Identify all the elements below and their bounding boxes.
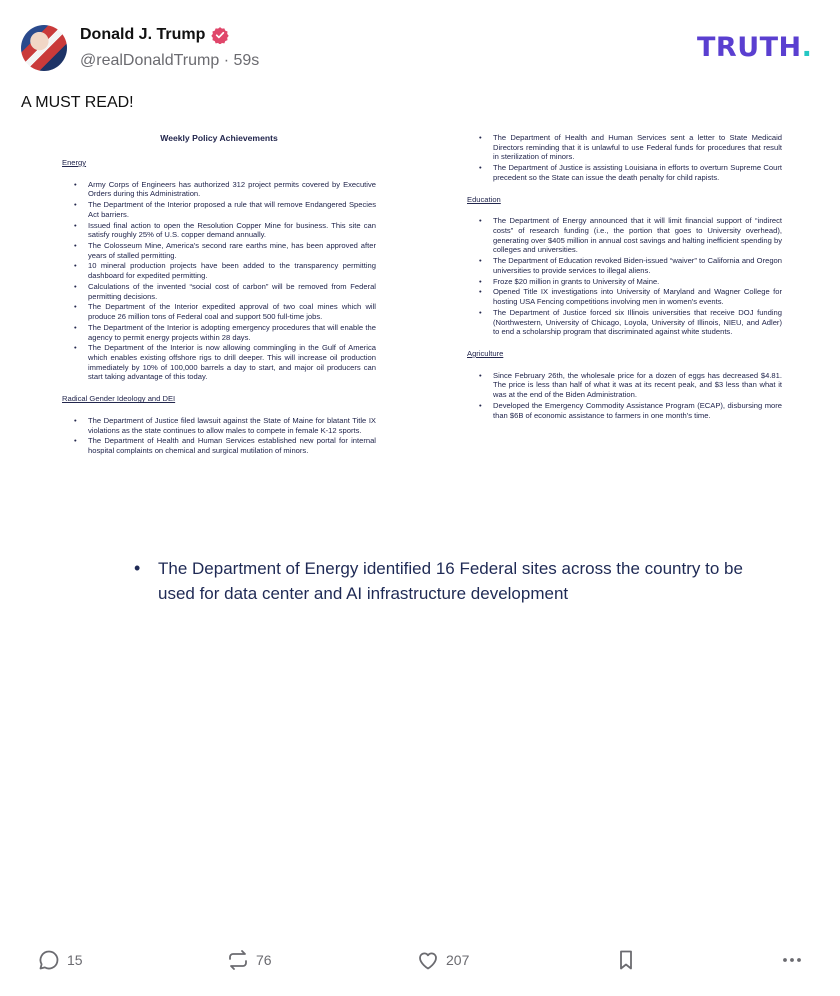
reply-button[interactable] xyxy=(37,948,83,972)
post-time[interactable]: 59s xyxy=(233,52,260,69)
document-section-heading: Radical Gender Ideology and DEI xyxy=(62,394,176,404)
document-bullet-list xyxy=(467,216,782,337)
document-bullet-item: • Since February 26th, the wholesale price for a dozen of eggs has decreased $4.81. The price is less than half of what it was at its recent peak, and $3 less than what it was at the end of the Biden Administration. xyxy=(467,371,782,400)
heart-icon xyxy=(416,948,440,972)
document-bullet-item: • The Department of the Interior is adopting emergency procedures that will enable the agency to permit energy projects within 28 days. xyxy=(62,323,376,342)
logo-dot: . xyxy=(801,32,813,63)
bookmark-button[interactable] xyxy=(614,948,644,972)
author-handle-row xyxy=(80,52,259,70)
document-section-heading: Education xyxy=(467,194,501,204)
attached-document-image[interactable] xyxy=(62,128,782,528)
author-avatar[interactable] xyxy=(21,25,67,71)
document-bullet-list xyxy=(62,416,376,456)
retruth-count: 76 xyxy=(256,952,272,968)
document-bullet-item: • The Department of Justice filed lawsuit against the State of Maine for blatant Title IX violations as the state continues to allow males to compete in female K-12 sports. xyxy=(62,416,376,435)
post-text: A MUST READ! xyxy=(21,94,134,111)
bullet-marker: • xyxy=(134,558,141,578)
document-bullet-item: • Calculations of the invented “social cost of carbon” will be removed from Federal permitting decisions. xyxy=(62,282,376,301)
document-bullet-item: • The Department of the Interior is now allowing commingling in the Gulf of America which enables existing offshore rigs to drill deeper. This will increase oil production immediately by 10% of 100,000 barrels a day to start, and major oil producers can start taking advantage of this today. xyxy=(62,343,376,382)
document-section-heading: Energy xyxy=(62,158,87,167)
document-bullet-item: • The Department of Education revoked Biden-issued “waiver” to California and Oregon universities to provide services to illegal aliens. xyxy=(467,256,782,275)
document-section-heading: Agriculture xyxy=(467,348,504,358)
author-name[interactable]: Donald J. Trump xyxy=(80,26,206,43)
document-bullet-item: • The Department of the Interior proposed a rule that will remove Endangered Species Act barriers. xyxy=(62,200,376,219)
document-bullet-item: • 10 mineral production projects have been added to the transparency permitting dashboard for expedited permitting. xyxy=(62,261,376,280)
document-bullet-item: • Army Corps of Engineers has authorized 312 project permits covered by Executive Orders during this Administration. xyxy=(62,180,376,199)
document-bullet-item: • The Department of Health and Human Services established new portal for internal hospital complaints on chemical and surgical mutilation of minors. xyxy=(62,436,376,455)
document-bullet-item: • Developed the Emergency Commodity Assistance Program (ECAP), disbursing more than $6B of economic assistance to farmers in one month's time. xyxy=(467,401,782,420)
post-action-bar xyxy=(0,948,840,978)
document-bullet-list xyxy=(467,133,782,183)
document-bullet-item: • Froze $20 million in grants to University of Maine. xyxy=(467,277,782,287)
document-bullet-item: • The Department of the Interior expedited approval of two coal mines which will produce 26 million tons of Federal coal and support 500 full-time jobs. xyxy=(62,302,376,321)
bullet-text: The Department of Energy identified 16 Federal sites across the country to be used for data center and AI infrastructure development xyxy=(158,559,743,603)
document-bullet-item: • Issued final action to open the Resolution Copper Mine for business. This site can satisfy roughly 25% of U.S. copper demand annually. xyxy=(62,221,376,240)
document-left-column xyxy=(62,128,376,468)
like-count: 207 xyxy=(446,952,470,968)
document-bullet-item: • The Department of Health and Human Services sent a letter to State Medicaid Directors reminding that it is unlawful to use Federal funds for procedures that result in sterilization of minors. xyxy=(467,133,782,162)
attached-bullet-image[interactable] xyxy=(134,556,754,606)
reply-count: 15 xyxy=(67,952,83,968)
truth-social-logo[interactable] xyxy=(697,32,812,63)
logo-text: TRUTH xyxy=(697,32,802,63)
more-options-button[interactable] xyxy=(780,948,810,972)
document-bullet-list xyxy=(62,180,376,382)
document-right-column xyxy=(467,128,782,432)
reply-icon xyxy=(37,948,61,972)
verified-badge-icon xyxy=(211,26,229,44)
separator: · xyxy=(219,52,234,69)
retruth-icon xyxy=(226,948,250,972)
bookmark-icon xyxy=(614,948,638,972)
more-dots-icon xyxy=(780,948,804,972)
document-bullet-item: • The Department of Energy announced that it will limit financial support of “indirect costs” of research funding (i.e., the portion that goes to University overhead), generating over $405 million in annual cost savings and halting inefficient spending by colleges and universities. xyxy=(467,216,782,255)
document-bullet-item: • The Colosseum Mine, America's second rare earths mine, has been approved after years of stalled permitting. xyxy=(62,241,376,260)
document-bullet-item: • Opened Title IX investigations into University of Maryland and Wagner College for hosting USA Fencing competitions involving men in women's events. xyxy=(467,287,782,306)
document-bullet-item: • The Department of Justice is assisting Louisiana in efforts to overturn Supreme Court precedent so the State can issue the death penalty for child rapists. xyxy=(467,163,782,182)
author-name-row[interactable] xyxy=(80,26,229,44)
retruth-button[interactable] xyxy=(226,948,272,972)
like-button[interactable] xyxy=(416,948,469,972)
document-bullet-item: • The Department of Justice forced six Illinois universities that receive DOJ funding (Northwestern, University of Chicago, Loyola, University of Illinois, NIEU, and Adler) to end a scholarship program that discriminated against white students. xyxy=(467,308,782,337)
author-handle[interactable]: @realDonaldTrump xyxy=(80,52,220,69)
document-title: Weekly Policy Achievements xyxy=(160,133,278,143)
document-bullet-list xyxy=(467,371,782,421)
